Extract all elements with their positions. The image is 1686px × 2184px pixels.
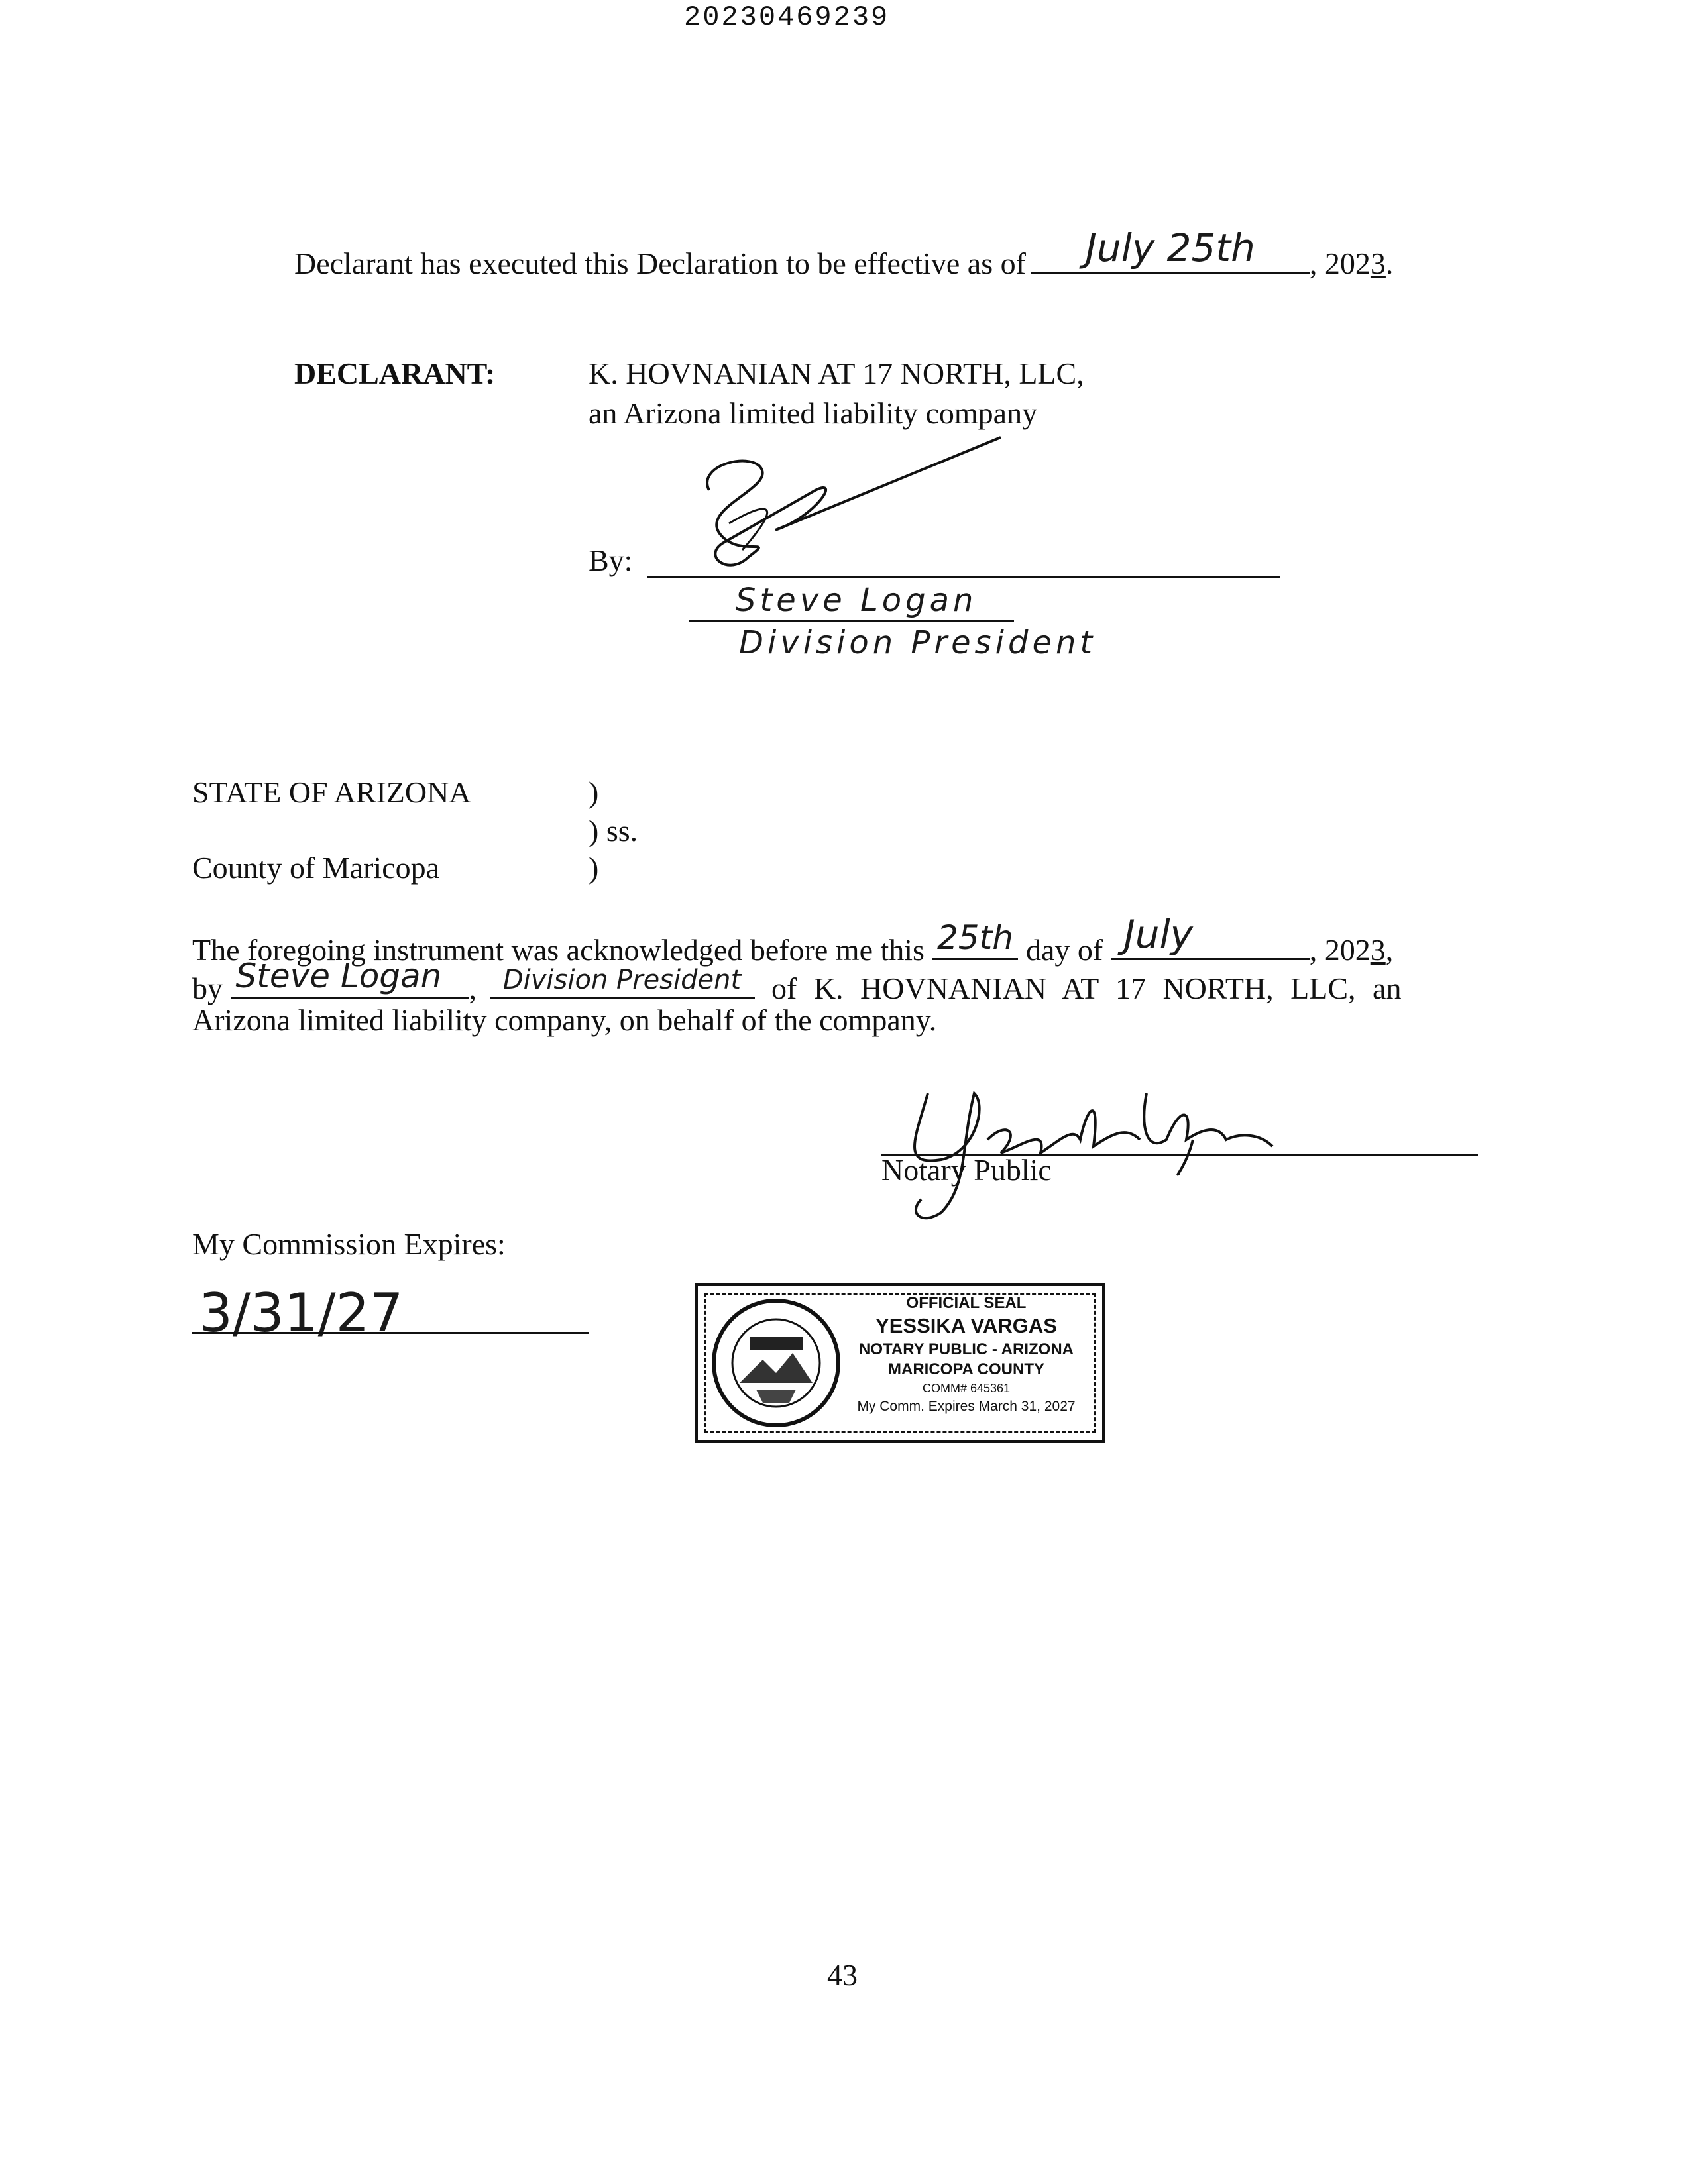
by-label: By: [589, 543, 633, 577]
page-number: 43 [827, 1958, 858, 1992]
document-number: 20230469239 [684, 1, 890, 33]
signature-line [647, 543, 1280, 578]
notary-signature-line [881, 1126, 1478, 1156]
acknowledgment-line-3: Arizona limited liability company, on behalf of the company. [192, 1003, 937, 1037]
ack-year-prefix: , 202 [1309, 933, 1371, 967]
ack-name-handwritten: Steve Logan [235, 956, 442, 995]
declarant-description: an Arizona limited liability company [589, 396, 1038, 430]
signer-name-line [689, 583, 1014, 622]
seal-notary-name: YESSIKA VARGAS [875, 1314, 1057, 1337]
execution-prefix: Declarant has executed this Declaration to be effective as of [294, 246, 1026, 280]
declarant-name: K. HOVNANIAN AT 17 NORTH, LLC, [589, 356, 1084, 390]
ack-month-handwritten: July [1123, 912, 1194, 957]
ack-year-digit: 3 [1370, 933, 1386, 967]
effective-date-handwritten: July 25th [1085, 225, 1255, 271]
ack-name-blank [231, 956, 469, 999]
ack-by: by [192, 971, 223, 1005]
execution-year-prefix: , 202 [1309, 246, 1371, 280]
ack-title-blank [490, 965, 755, 999]
execution-year-digit: 3 [1370, 246, 1386, 280]
venue-paren-3: ) [589, 851, 599, 885]
declarant-label: DECLARANT: [294, 356, 496, 390]
signer-title-handwritten: Division President [739, 624, 1097, 661]
seal-line-2: MARICOPA COUNTY [888, 1360, 1044, 1378]
seal-expiration: My Comm. Expires March 31, 2027 [857, 1399, 1076, 1414]
notary-public-label: Notary Public [881, 1153, 1052, 1187]
ack-day-of: day of [1025, 933, 1103, 967]
ack-day-handwritten: 25th [936, 918, 1013, 957]
ack-month-blank [1111, 912, 1310, 960]
commission-label: My Commission Expires: [192, 1227, 506, 1261]
execution-line [294, 225, 1394, 282]
seal-comm-number: COMM# 645361 [922, 1382, 1011, 1395]
ack-year-comma: , [1385, 933, 1394, 967]
commission-date-handwritten: 3/31/27 [199, 1282, 404, 1344]
venue-paren-1: ) [589, 775, 599, 809]
ack-name-comma: , [469, 971, 477, 1005]
ack-day-blank [932, 918, 1018, 960]
acknowledgment-line-2 [192, 956, 1402, 1007]
venue-state: STATE OF ARIZONA [192, 775, 471, 809]
notary-seal [695, 1283, 1105, 1443]
effective-date-blank [1031, 225, 1310, 274]
venue-ss: ) ss. [589, 814, 638, 847]
venue-county: County of Maricopa [192, 851, 440, 885]
execution-period: . [1385, 246, 1394, 280]
commission-date-line [192, 1297, 589, 1334]
ack-title-handwritten: Division President [502, 965, 742, 995]
seal-line-1: NOTARY PUBLIC - ARIZONA [859, 1340, 1074, 1358]
signer-name-handwritten: Steve Logan [736, 582, 978, 619]
state-seal-emblem-icon [710, 1297, 842, 1429]
ack-suffix: of K. HOVNANIAN AT 17 NORTH, LLC, an [771, 971, 1402, 1005]
seal-title: OFFICIAL SEAL [906, 1294, 1027, 1312]
ack-prefix: The foregoing instrument was acknowledged before me this [192, 933, 925, 967]
